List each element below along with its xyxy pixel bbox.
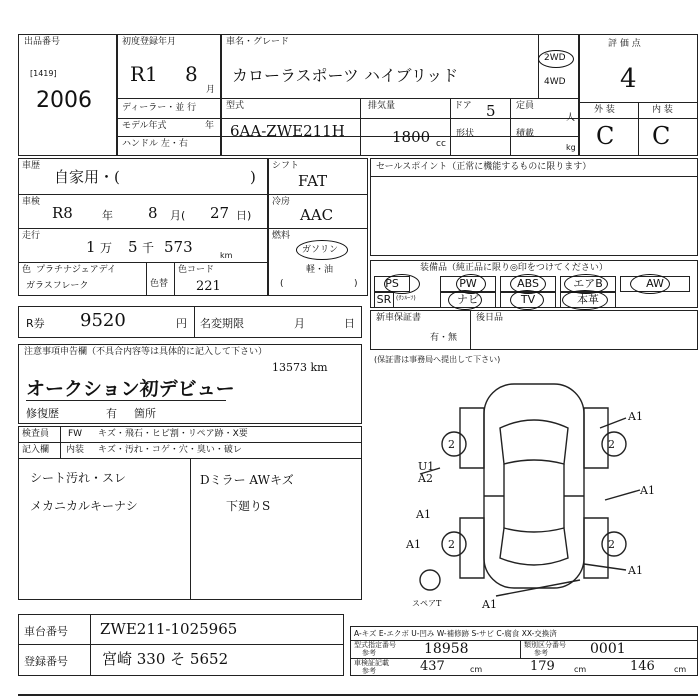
score-label: 評 価 点: [608, 39, 641, 49]
circle-aw: [630, 274, 670, 294]
history-value: 自家用・(: [54, 168, 120, 186]
fuel-gas: ガソリン: [302, 245, 339, 255]
history-label: 車歴: [22, 161, 41, 171]
interior-label: 内 装: [652, 105, 673, 115]
color-code-label: 色コード: [178, 265, 215, 275]
shift-value: FAT: [298, 172, 328, 190]
mark-a1-6: A1: [406, 538, 421, 551]
inspect-month-unit: 月(: [170, 209, 186, 222]
reg-number-label: 登録番号: [24, 655, 68, 668]
cc-unit: cc: [436, 139, 446, 149]
color-variety-label: 色替: [150, 279, 169, 289]
history-paren: ): [250, 168, 256, 186]
mileage-man: 1: [86, 238, 96, 256]
capacity-unit: 人: [566, 113, 576, 123]
color-code: 221: [196, 279, 221, 294]
mark-wheel-rr: 2: [608, 538, 615, 551]
chassis-label: 車台番号: [24, 625, 68, 638]
km-unit: km: [220, 251, 233, 260]
exterior-grade: C: [596, 122, 615, 150]
year-unit: 年: [205, 121, 215, 131]
odo-sub: 参考: [362, 649, 376, 657]
man-unit: 万: [100, 241, 113, 255]
comment-2: メカニカルキーナシ: [30, 499, 138, 513]
comment-1: シート汚れ・スレ: [30, 471, 127, 485]
notes-debut: オークション初デビュー: [26, 378, 235, 400]
equip-leather: 本革: [560, 292, 616, 308]
month-unit: 月: [206, 85, 216, 95]
kg-unit: kg: [566, 143, 576, 152]
equip-sr: SR: [374, 292, 394, 308]
equip-ps: PS: [374, 276, 410, 292]
reg-year: R1: [130, 62, 158, 86]
length-unit: cm: [470, 665, 483, 674]
displacement: 1800: [392, 128, 431, 146]
width-unit: cm: [574, 665, 587, 674]
height-unit: cm: [674, 665, 687, 674]
shape-label: 形状: [456, 129, 475, 139]
fw-label: FW: [68, 429, 83, 439]
interior-grade: C: [652, 122, 671, 150]
mark-a1-4: A1: [628, 564, 643, 577]
dealer-label: ディーラー・並 行: [122, 103, 197, 113]
inspect-year: R8: [52, 204, 73, 222]
mark-wheel-rl: 2: [448, 538, 455, 551]
equipment-title: 装備品（純正品に限り◎印をつけてください）: [420, 263, 608, 273]
color-value: プラチナジェアデイ: [36, 265, 117, 275]
recycle-label: R券: [26, 317, 45, 330]
odo-value: 18958: [424, 641, 469, 657]
length-label: 車検証記載: [354, 659, 389, 667]
odo-label: 型式指定番号: [354, 641, 396, 649]
warranty-new-label: 新車保証書: [376, 313, 422, 323]
spare-label: スペアT: [412, 599, 442, 608]
sales-block: [370, 158, 698, 256]
equip-airbag: エアB: [560, 276, 616, 292]
car-name: カローラスポーツ ハイブリッド: [232, 66, 459, 85]
comment-3: Dミラー AWキズ: [200, 473, 294, 487]
recycle-block: [18, 306, 362, 338]
shift-label: シフト: [272, 161, 300, 171]
circle-leather: [562, 290, 608, 310]
recycle-value: 9520: [80, 310, 126, 331]
drive-2wd: 2WD: [544, 53, 566, 63]
equip-abs: ABS: [500, 276, 556, 292]
inspect-year-unit: 年: [102, 209, 113, 222]
class-sub: 参考: [534, 649, 548, 657]
bottom-rule: [18, 694, 698, 696]
mileage-label: 走行: [22, 231, 41, 241]
warranty-after-label: 後日品: [476, 313, 504, 323]
reg-month: 8: [185, 62, 198, 86]
equip-pw: PW: [440, 276, 496, 292]
mark-a1-5: A1: [482, 598, 497, 611]
entry-label: 記入欄: [22, 445, 50, 455]
load-label: 積載: [516, 129, 535, 139]
recycle-yen: 円: [176, 317, 187, 330]
lot-number: 2006: [36, 88, 92, 113]
spare-tire: [420, 570, 440, 590]
reg-number: 宮崎 330 そ 5652: [102, 650, 229, 668]
car-body-outline: [484, 384, 584, 588]
circle-navi: [448, 290, 482, 310]
mark-wheel-fr: 2: [608, 438, 615, 451]
mark-u1: U1: [418, 460, 435, 473]
sen-unit: 千: [142, 241, 155, 255]
color-label: 色: [22, 265, 32, 275]
drive-circle: [538, 50, 574, 68]
notes-mileage: 13573 km: [272, 361, 328, 374]
equip-navi: ナビ: [440, 292, 496, 308]
name-change-day: 日: [344, 317, 355, 330]
mileage-rest: 573: [164, 238, 193, 256]
inspect-month: 8: [148, 204, 158, 222]
mark-wheel-fl: 2: [448, 438, 455, 451]
height-value: 146: [630, 659, 655, 674]
lot-sub: [1419]: [30, 69, 57, 78]
warranty-note: (保証書は事務局へ提出して下さい): [374, 355, 501, 364]
capacity-label: 定員: [516, 101, 535, 111]
inspection-label: 車検: [22, 197, 41, 207]
mark-a2: A2: [418, 472, 433, 485]
inspector-label: 検査員: [22, 429, 50, 439]
notes-title: 注意事項申告欄（不具合内容等は具体的に記入して下さい）: [24, 347, 268, 357]
width-value: 179: [530, 659, 555, 674]
car-diagram: [400, 368, 698, 620]
repair-label: 修復歴: [26, 407, 59, 420]
score: 4: [620, 64, 637, 94]
car-type: 6AA-ZWE211H: [230, 122, 345, 140]
equip-tv: TV: [500, 292, 556, 308]
ac-value: AAC: [300, 206, 334, 224]
length-sub: 参考: [362, 667, 376, 675]
sales-title: セールスポイント（正常に機能するものに限ります）: [376, 162, 592, 172]
right-rear-panel: [584, 518, 608, 578]
exterior-label: 外 装: [594, 105, 615, 115]
type-label: 型式: [226, 101, 245, 111]
repair-unit: 箇所: [134, 407, 156, 420]
name-change-month: 月: [294, 317, 305, 330]
legend-text: A-キズ E-エクボ U-凹み W-補修跡 S-サビ C-腐食 XX-交換済: [354, 629, 557, 638]
circle-tv: [510, 290, 544, 310]
mark-a1-1: A1: [628, 410, 643, 423]
comment-4: 下廻りS: [226, 499, 271, 513]
displacement-label: 排気量: [368, 101, 396, 111]
modelyear-label: モデル年式: [122, 121, 167, 131]
drive-4wd: 4WD: [544, 77, 566, 87]
class-value: 0001: [590, 641, 626, 657]
rear-window: [500, 528, 568, 565]
mileage-sen: 5: [128, 238, 138, 256]
fw-text: キズ・飛石・ヒビ割・リペア跡・X要: [98, 429, 248, 439]
in-label: 内装: [66, 445, 85, 455]
inspect-day-unit: 日): [236, 209, 252, 222]
ac-label: 冷房: [272, 197, 291, 207]
chassis-number: ZWE211-1025965: [100, 620, 238, 638]
length-value: 437: [420, 659, 445, 674]
door-label: ドア: [454, 101, 472, 111]
equip-aw: AW: [620, 276, 690, 292]
in-text: キズ・汚れ・コゲ・穴・臭い・破レ: [98, 445, 242, 455]
name-change-label: 名変期限: [200, 317, 244, 330]
fuel-light: 軽・油: [306, 265, 334, 275]
left-rear-panel: [460, 518, 484, 578]
doors: 5: [486, 102, 496, 120]
mark-a1-2: A1: [640, 484, 655, 497]
lot-label: 出品番号: [24, 37, 61, 47]
color-value2: ガラスフレーク: [26, 281, 89, 291]
class-label: 類別区分番号: [524, 641, 566, 649]
repair-value: 有: [106, 407, 117, 420]
handle-label: ハンドル 左・右: [122, 139, 188, 149]
warranty-yes-no: 有・無: [430, 333, 458, 343]
inspect-day: 27: [210, 204, 230, 222]
fuel-label: 燃料: [272, 231, 291, 241]
fuel-paren-open: (: [280, 279, 284, 289]
fuel-gas-circle: [296, 240, 348, 260]
fuel-paren-close: ): [354, 279, 358, 289]
reg-label: 初度登録年月: [122, 37, 177, 47]
equip-sr-sub: (ｻﾝﾙｰﾌ): [396, 295, 416, 302]
windshield: [500, 420, 568, 464]
mark-a1-3: A1: [416, 508, 431, 521]
name-label: 車名・グレード: [226, 37, 290, 47]
circle-ps: [384, 274, 420, 294]
